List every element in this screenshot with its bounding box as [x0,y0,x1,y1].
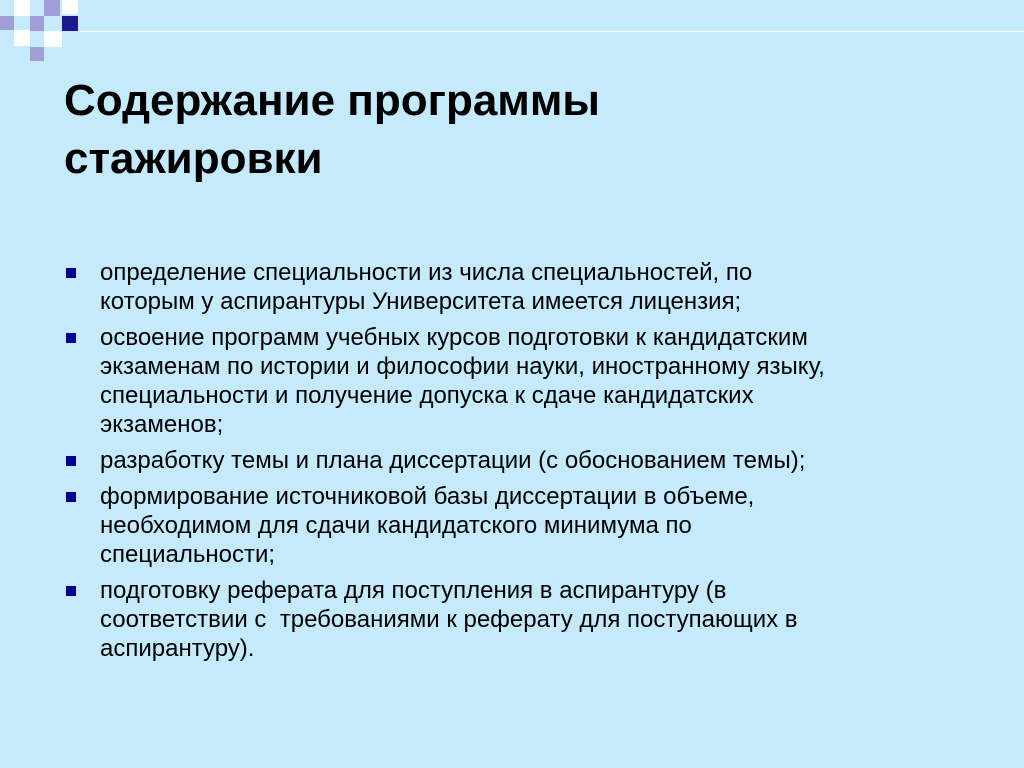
bullet-text-line: экзаменам по истории и философии науки, иностранному языку, [100,353,825,380]
bullet-text-line: специальности и получение допуска к сдаче кандидатских [100,382,754,409]
bullet-text-line: подготовку реферата для поступления в аспирантуру (в [100,577,727,604]
bullet-item [64,576,974,663]
slide-title-line: Содержание программы [64,76,600,125]
deco-square [14,0,30,16]
deco-square [30,47,44,61]
header-divider-line [78,31,1024,32]
square-bullet-icon [66,456,76,466]
bullet-list [64,258,974,670]
bullet-text-line: формирование источниковой базы диссертации в объеме, [100,483,755,510]
bullet-item [64,482,974,569]
bullet-text-line: необходимом для сдачи кандидатского минимума по [100,512,692,539]
bullet-text-line: аспирантуру). [100,635,255,662]
deco-square [62,0,78,14]
slide-title-line: стажировки [64,134,323,183]
square-bullet-icon [66,268,76,278]
deco-square [14,30,30,46]
deco-square [62,16,78,31]
bullet-text-line: соответствии с требованиями к реферату для поступающих в [100,606,798,633]
bullet-text-line: которым у аспирантуры Университета имеется лицензия; [100,288,742,315]
bullet-text-line: определение специальности из числа специальностей, по [100,259,753,286]
deco-square [0,16,14,30]
bullet-item [64,258,974,316]
bullet-item [64,323,974,439]
bullet-text-line: специальности; [100,541,276,568]
bullet-text-line: освоение программ учебных курсов подготовки к кандидатским [100,324,808,351]
bullet-text-line: экзаменов; [100,411,224,438]
deco-square [44,31,62,47]
square-bullet-icon [66,586,76,596]
square-bullet-icon [66,492,76,502]
square-bullet-icon [66,333,76,343]
slide-title [64,72,944,188]
bullet-text-line: разработку темы и плана диссертации (с обоснованием темы); [100,447,806,474]
deco-square [30,16,44,31]
deco-square [44,0,60,16]
bullet-item [64,446,974,475]
